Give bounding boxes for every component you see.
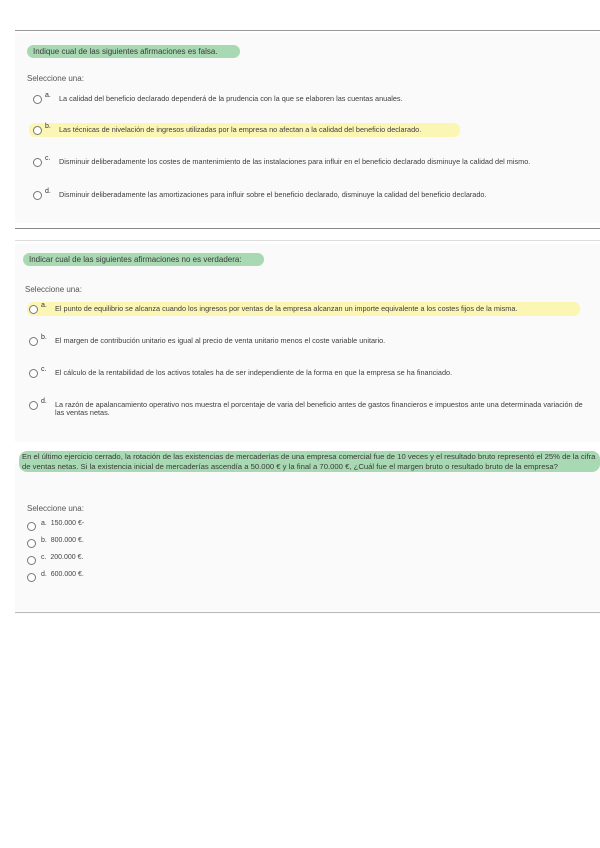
radio-button[interactable] — [27, 539, 36, 548]
question-prompt — [23, 249, 264, 267]
option-text: Las técnicas de nivelación de ingresos utilizadas por la empresa no afectan a la calidad del beneficio declarado. — [59, 125, 422, 134]
option-text: a. 150.000 €- — [41, 520, 85, 527]
option-text: c. 200.000 €. — [41, 554, 84, 561]
question-text: Indique cual de las siguientes afirmaciones es falsa. — [27, 45, 240, 58]
select-label: Seleccione una: — [27, 74, 84, 83]
radio-button[interactable] — [29, 337, 38, 346]
select-label: Seleccione una: — [27, 504, 84, 513]
answer-option-d[interactable] — [33, 190, 594, 200]
option-letter: c. — [45, 155, 51, 162]
question-text: En el último ejercicio cerrado, la rotación de las existencias de mercaderías de una empresa comercial fue de 10 veces y el resultado bruto representó el 25% de la cifra de ventas netas. Si la existencia inicial de mercaderías ascendía a 50.000 € y la final a 70.000 €, ¿Cuál fue el margen bruto o resultado bruto de la empresa? — [22, 452, 596, 471]
radio-button[interactable] — [33, 191, 42, 200]
section-divider — [15, 612, 600, 613]
option-text: El cálculo de la rentabilidad de los activos totales ha de ser independiente de la forma en que la empresa se ha financiado. — [55, 368, 453, 377]
radio-button[interactable] — [27, 573, 36, 582]
radio-button[interactable] — [29, 305, 38, 314]
option-letter: b. — [45, 123, 51, 130]
option-text: Disminuir deliberadamente los costes de mantenimiento de las instalaciones para influir en el beneficio declarado disminuye la calidad del mismo. — [59, 157, 531, 166]
question-card-2 — [15, 244, 600, 442]
radio-button[interactable] — [29, 369, 38, 378]
answer-option-c[interactable] — [29, 368, 594, 378]
radio-button[interactable] — [33, 95, 42, 104]
option-text: El punto de equilibrio se alcanza cuando los ingresos por ventas de la empresa alcanzan un importe equivalente a los costes fijos de la misma. — [55, 304, 518, 313]
option-text: La razón de apalancamiento operativo nos muestra el porcentaje de varia del beneficio antes de gastos financieros e impuestos ante una determinada variación de las ventas netas. — [55, 400, 583, 417]
option-text: d. 600.000 €. — [41, 571, 84, 578]
question-prompt — [19, 451, 600, 472]
section-divider — [15, 240, 600, 241]
section-divider — [15, 228, 600, 229]
question-card-1 — [15, 33, 600, 223]
option-letter: a. — [41, 302, 47, 309]
question-text: Indicar cual de las siguientes afirmaciones no es verdadera: — [23, 253, 264, 266]
radio-button[interactable] — [33, 126, 42, 135]
option-text: El margen de contribución unitario es igual al precio de venta unitario menos el coste variable unitario. — [55, 336, 386, 345]
radio-button[interactable] — [27, 522, 36, 531]
answer-option-a[interactable] — [29, 304, 594, 314]
answer-option-d[interactable] — [29, 400, 594, 420]
option-text: b. 800.000 €. — [41, 537, 84, 544]
select-label: Seleccione una: — [25, 285, 82, 294]
radio-button[interactable] — [27, 556, 36, 565]
answer-option-a[interactable] — [33, 94, 594, 104]
option-letter: b. — [41, 334, 47, 341]
radio-button[interactable] — [29, 401, 38, 410]
radio-button[interactable] — [33, 158, 42, 167]
question-card-3 — [15, 452, 600, 614]
question-prompt — [27, 41, 240, 59]
top-rule — [15, 30, 600, 31]
option-text: Disminuir deliberadamente las amortizaciones para influir sobre el beneficio declarado, disminuye la calidad del beneficio declarado. — [59, 190, 487, 199]
answer-option-c[interactable] — [33, 157, 594, 167]
answer-option-b[interactable] — [29, 336, 594, 346]
option-letter: a. — [45, 92, 51, 99]
option-letter: d. — [41, 398, 47, 405]
answer-option-b[interactable] — [33, 125, 594, 135]
option-letter: d. — [45, 188, 51, 195]
option-letter: c. — [41, 366, 47, 373]
option-text: La calidad del beneficio declarado dependerá de la prudencia con la que se elaboren las cuentas anuales. — [59, 94, 403, 103]
